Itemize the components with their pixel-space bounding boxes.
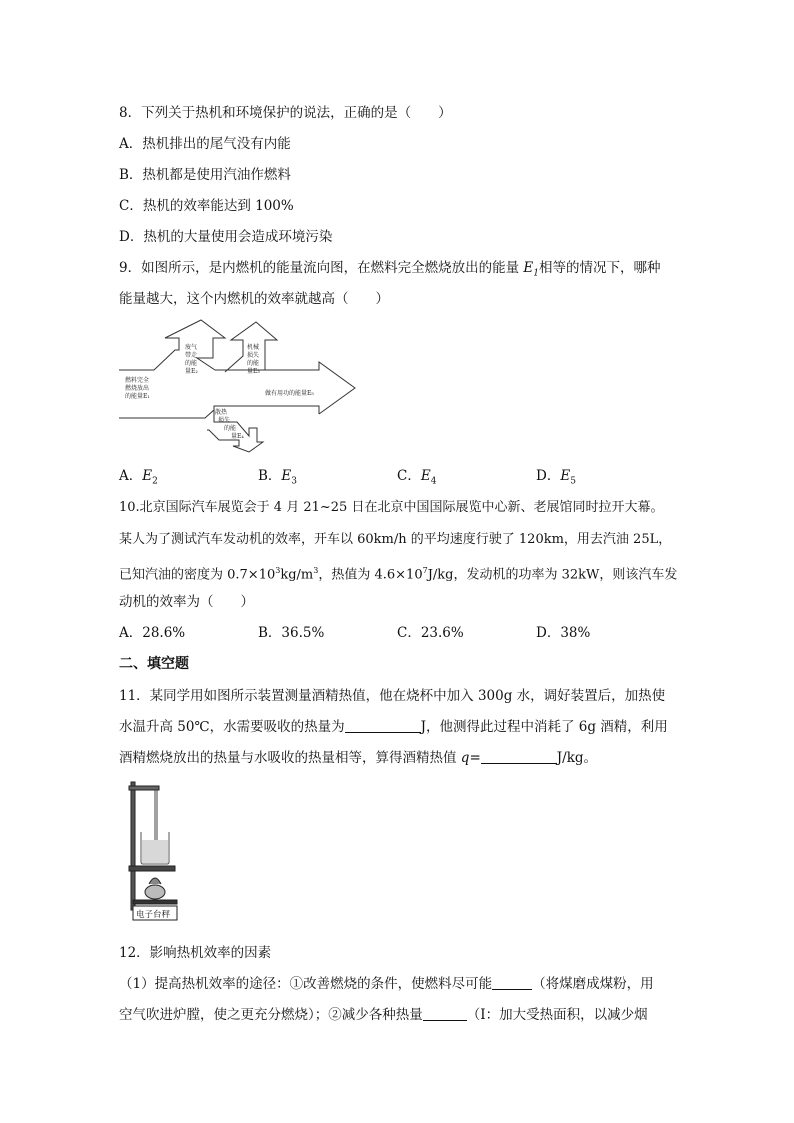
stand-rod [131,782,135,910]
q9-e1-symbol: E [523,260,534,276]
q11-text: 水温升高 50℃，水需要吸收的热量为 [119,719,345,735]
heat-label-3: 的能 [224,425,237,432]
option-subscript: 3 [291,476,298,487]
q11-line1: 11．某同学用如图所示装置测量酒精热值，他在烧杯中加入 300g 水，调好装置后，加热使 [119,688,666,704]
clamp-arm [129,786,159,790]
q9-option-b [258,466,297,492]
q12-text: （将煤磨成煤粉，用 [532,976,654,992]
q12-text: （I：加大受热面积，以减少烟 [466,1007,648,1023]
useful-label: 做有用功的能量E₅ [265,390,314,397]
q11-answer-blank-2[interactable] [481,749,557,764]
q10-heat-value-text: ，热值为 4.6×10 [318,567,423,583]
q12-line1 [119,974,654,994]
q11-equals: = [469,750,481,766]
option-subscript: 5 [570,476,576,487]
mech-label-2: 损失 [247,352,260,359]
exhaust-label-2: 带走 [185,352,198,359]
q10-option-a: A．28.6% [119,625,186,641]
mech-label-4: 量E₃ [247,368,260,375]
q12-text: （1）提高热机效率的途径：①改善燃烧的条件，使燃料尽可能 [119,976,493,992]
heat-label-4: 量E₄ [231,433,244,440]
q12-line2 [119,1005,648,1025]
q8-option-a: A．热机排出的尾气没有内能 [119,136,291,152]
q9-option-d [536,466,576,492]
q10-density-text: 已知汽油的密度为 0.7×10 [119,567,276,583]
q8-option-b: B．热机都是使用汽油作燃料 [119,167,291,183]
q10-option-d: D．38% [536,625,591,641]
q12-answer-blank-2[interactable] [423,1006,467,1021]
option-subscript: 4 [430,476,437,487]
exhaust-label-3: 的能 [185,360,198,367]
q10-line1: 10.北京国际汽车展览会于 4 月 21~25 日在北京中国国际展览中心新、老展馆同时拉开大幕。 [119,500,664,515]
scale-top [133,900,177,904]
option-letter: C． [397,468,421,484]
option-symbol: E [560,468,571,484]
q10-unit: kg/m [280,567,314,583]
scale-label: 电子台秤 [136,910,171,920]
flame [149,878,161,884]
q10-sup: 7 [422,566,428,575]
option-subscript: 2 [152,476,158,487]
option-letter: A． [119,468,143,484]
fuel-label-3: 的能量E₁ [125,393,150,400]
option-letter: D． [536,468,561,484]
q10-sup: 3 [275,566,281,575]
option-symbol: E [420,468,431,484]
apparatus-diagram [119,780,184,925]
mech-label-3: 的能 [247,360,260,367]
q8-option-c: C．热机的效率能达到 100% [119,198,294,214]
q11-text: J/kg。 [556,750,598,766]
option-letter: B． [258,468,282,484]
option-symbol: E [281,468,292,484]
useful-work-arrow [214,406,319,414]
q10-power-text: J/kg，发动机的功率为 32kW，则该汽车发 [427,567,678,583]
q10-sup: 3 [313,566,319,575]
heat-label-2: 损失 [218,417,231,424]
water [142,840,168,863]
q8-stem: 8．下列关于热机和环境保护的说法，正确的是（ ） [119,105,452,121]
alcohol-lamp [145,885,165,899]
q11-answer-blank-1[interactable] [345,718,421,733]
ring-support [129,866,175,871]
q11-text: J，他测得此过程中消耗了 6g 酒精，利用 [420,719,668,735]
q12-answer-blank-1[interactable] [492,975,532,990]
q11-line3 [119,748,597,768]
energy-flow-diagram [119,318,364,453]
q10-option-c: C．23.6% [397,625,464,641]
heat-loss-branch [119,410,263,452]
q9-stem-text-end: 相等的情况下，哪种 [538,260,661,276]
q10-line4: 动机的效率为（ ） [119,594,254,610]
heat-label-1: 散热 [215,409,228,416]
q11-text: 酒精燃烧放出的热量与水吸收的热量相等，算得酒精热值 [119,750,461,766]
q9-stem-line2: 能量越大，这个内燃机的效率就越高（ ） [119,291,389,307]
q8-option-d: D．热机的大量使用会造成环境污染 [119,229,333,245]
q12-text: 空气吹进炉膛，使之更充分燃烧）；②减少各种热量 [119,1007,423,1023]
q12-title: 12．影响热机效率的因素 [119,945,272,961]
q9-option-a [119,466,158,492]
q10-option-b: B．36.5% [258,625,325,641]
q11-q-symbol: q [460,750,470,766]
option-symbol: E [142,468,153,484]
q11-line2 [119,717,668,737]
exhaust-label-4: 量E₂ [185,368,198,375]
q9-option-c [397,466,436,492]
q10-line2: 某人为了测试汽车发动机的效率，开车以 60km/h 的平均速度行驶了 120km，用去汽油 25L， [119,532,672,547]
section-title-fill-blank: 二、填空题 [119,656,189,672]
mech-label-1: 机械 [247,344,260,351]
fuel-label-1: 燃料完全 [125,377,150,384]
mechanical-branch [225,322,355,414]
exhaust-label-1: 废气 [185,344,198,351]
q10-line3 [119,561,677,585]
q9-stem-text: 9．如图所示，是内燃机的能量流向图，在燃料完全燃烧放出的能量 [119,260,524,276]
fuel-label-2: 燃烧放出 [125,385,150,392]
q9-e1-subscript: 1 [533,268,539,279]
q9-stem-line1 [119,258,660,284]
